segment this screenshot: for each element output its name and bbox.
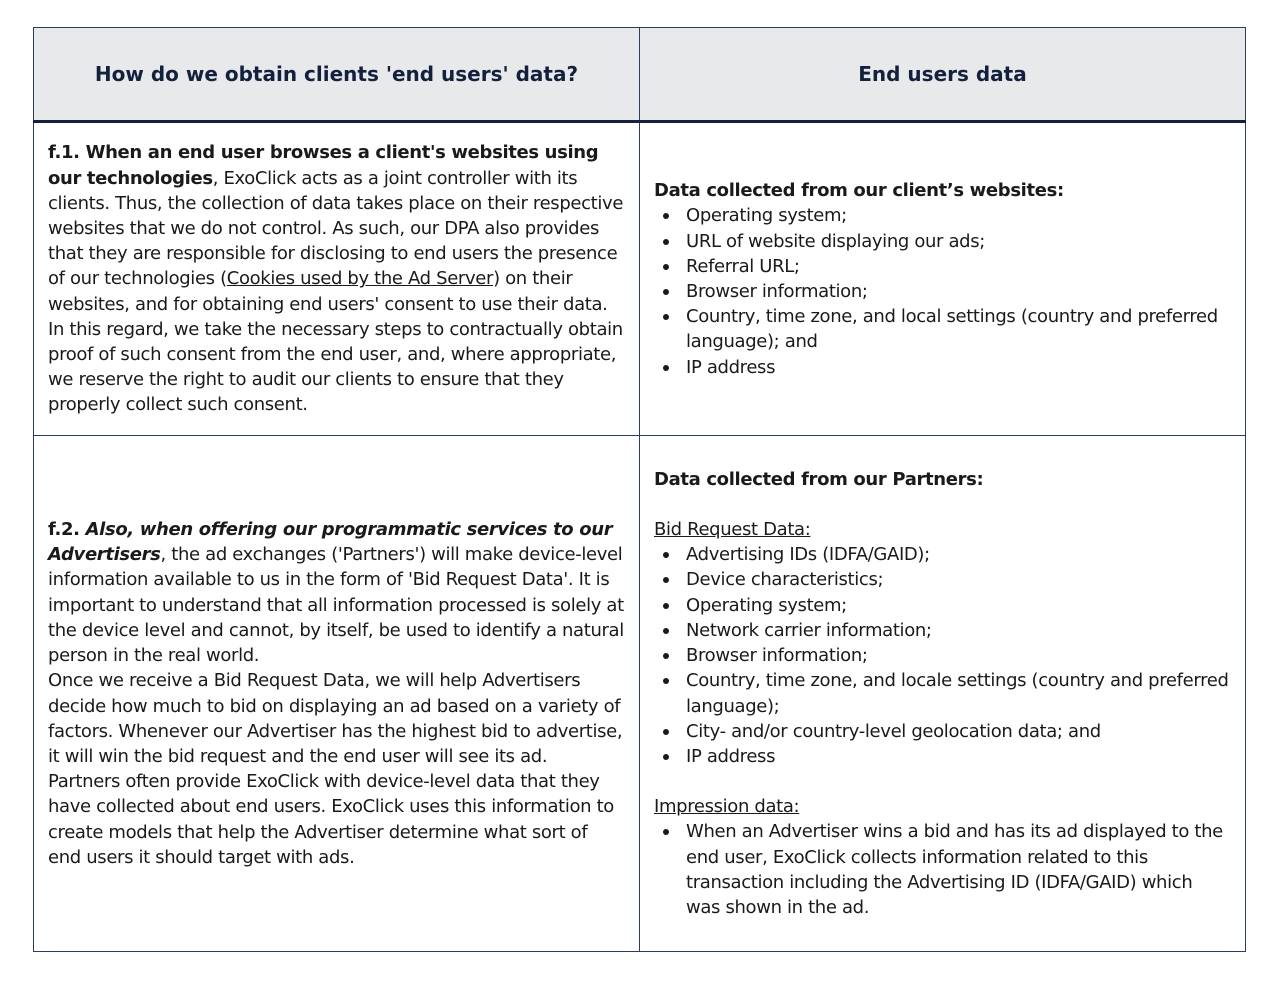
row2-lead: f.2. [48,519,86,541]
row1-data-cell [640,122,1246,436]
end-users-data-table [33,27,1246,952]
row1-text-after-link: ) on their websites, and for obtaining end users' consent to use their data. In this regard, we take the necessary steps to contractually obtain proof of such consent from the end user, and, where appropriate, we reserve the right to audit our clients to ensure that they properly collect such consent. [48,268,623,416]
client-websites-data-title: Data collected from our client’s websites: [654,180,1064,202]
spacer [654,769,1231,794]
list-item: When an Advertiser wins a bid and has its ad displayed to the end user, ExoClick collects information related to this transaction including the Advertising ID (IDFA/GAID) which was shown in the ad. [686,819,1231,920]
list-item: URL of website displaying our ads; [686,229,1231,254]
list-item: Operating system; [686,203,1231,228]
row1-text-before-link: , ExoClick acts as a joint controller with its clients. Thus, the collection of data takes place on their respective websites that we do not control. As such, our DPA also provides that they are responsible for disclosing to end users the presence of our technologies ( [48,167,624,290]
row2-lead-italic: Also, when offering our programmatic services to our Advertisers [48,519,613,566]
table-row [34,122,1246,436]
bid-request-data-title: Bid Request Data: [654,519,811,541]
list-item: Browser information; [686,643,1231,668]
list-item: IP address [686,744,1231,769]
list-item: Country, time zone, and locale settings (country and preferred language); [686,668,1231,718]
partners-data-title: Data collected from our Partners: [654,468,984,490]
list-item: Operating system; [686,593,1231,618]
row2-description-cell [34,436,640,952]
cookies-ad-server-link[interactable]: Cookies used by the Ad Server [226,268,494,290]
list-item: Network carrier information; [686,618,1231,643]
row2-paragraph-2: Once we receive a Bid Request Data, we will help Advertisers decide how much to bid on displaying an ad based on a variety of factors. Whenever our Advertiser has the highest bid to advertise, it will win the bid request and the end user will see its ad. [48,670,623,767]
row1-lead: f.1. When an end user browses a client's websites using our technologies [48,142,599,189]
row2-paragraph-3: Partners often provide ExoClick with device-level data that they have collected about end users. ExoClick uses this information to create models that help the Advertiser determine what sort of end users it should target with ads. [48,771,614,868]
row1-description [48,140,625,417]
row2-text-1: , the ad exchanges ('Partners') will make device-level information available to us in the form of 'Bid Request Data'. It is important to understand that all information processed is solely at the device level and cannot, by itself, be used to identify a natural person in the real world. [48,544,624,667]
data-table-container [33,27,1245,952]
list-item: IP address [686,355,1231,380]
row2-data-cell [640,436,1246,952]
list-item: City- and/or country-level geolocation data; and [686,719,1231,744]
client-websites-data-list [654,203,1231,379]
row2-paragraph-1 [48,517,625,668]
list-item: Advertising IDs (IDFA/GAID); [686,542,1231,567]
list-item: Browser information; [686,279,1231,304]
list-item: Referral URL; [686,254,1231,279]
column-header-end-users-data: End users data [640,28,1246,122]
spacer [654,492,1231,517]
row1-description-cell [34,122,640,436]
column-header-obtain: How do we obtain clients 'end users' data? [34,28,640,122]
list-item: Country, time zone, and local settings (country and preferred language); and [686,304,1231,354]
list-item: Device characteristics; [686,567,1231,592]
header-row [34,28,1246,122]
impression-data-list [654,819,1231,920]
table-row [34,436,1246,952]
impression-data-title: Impression data: [654,796,800,818]
bid-request-data-list [654,542,1231,769]
